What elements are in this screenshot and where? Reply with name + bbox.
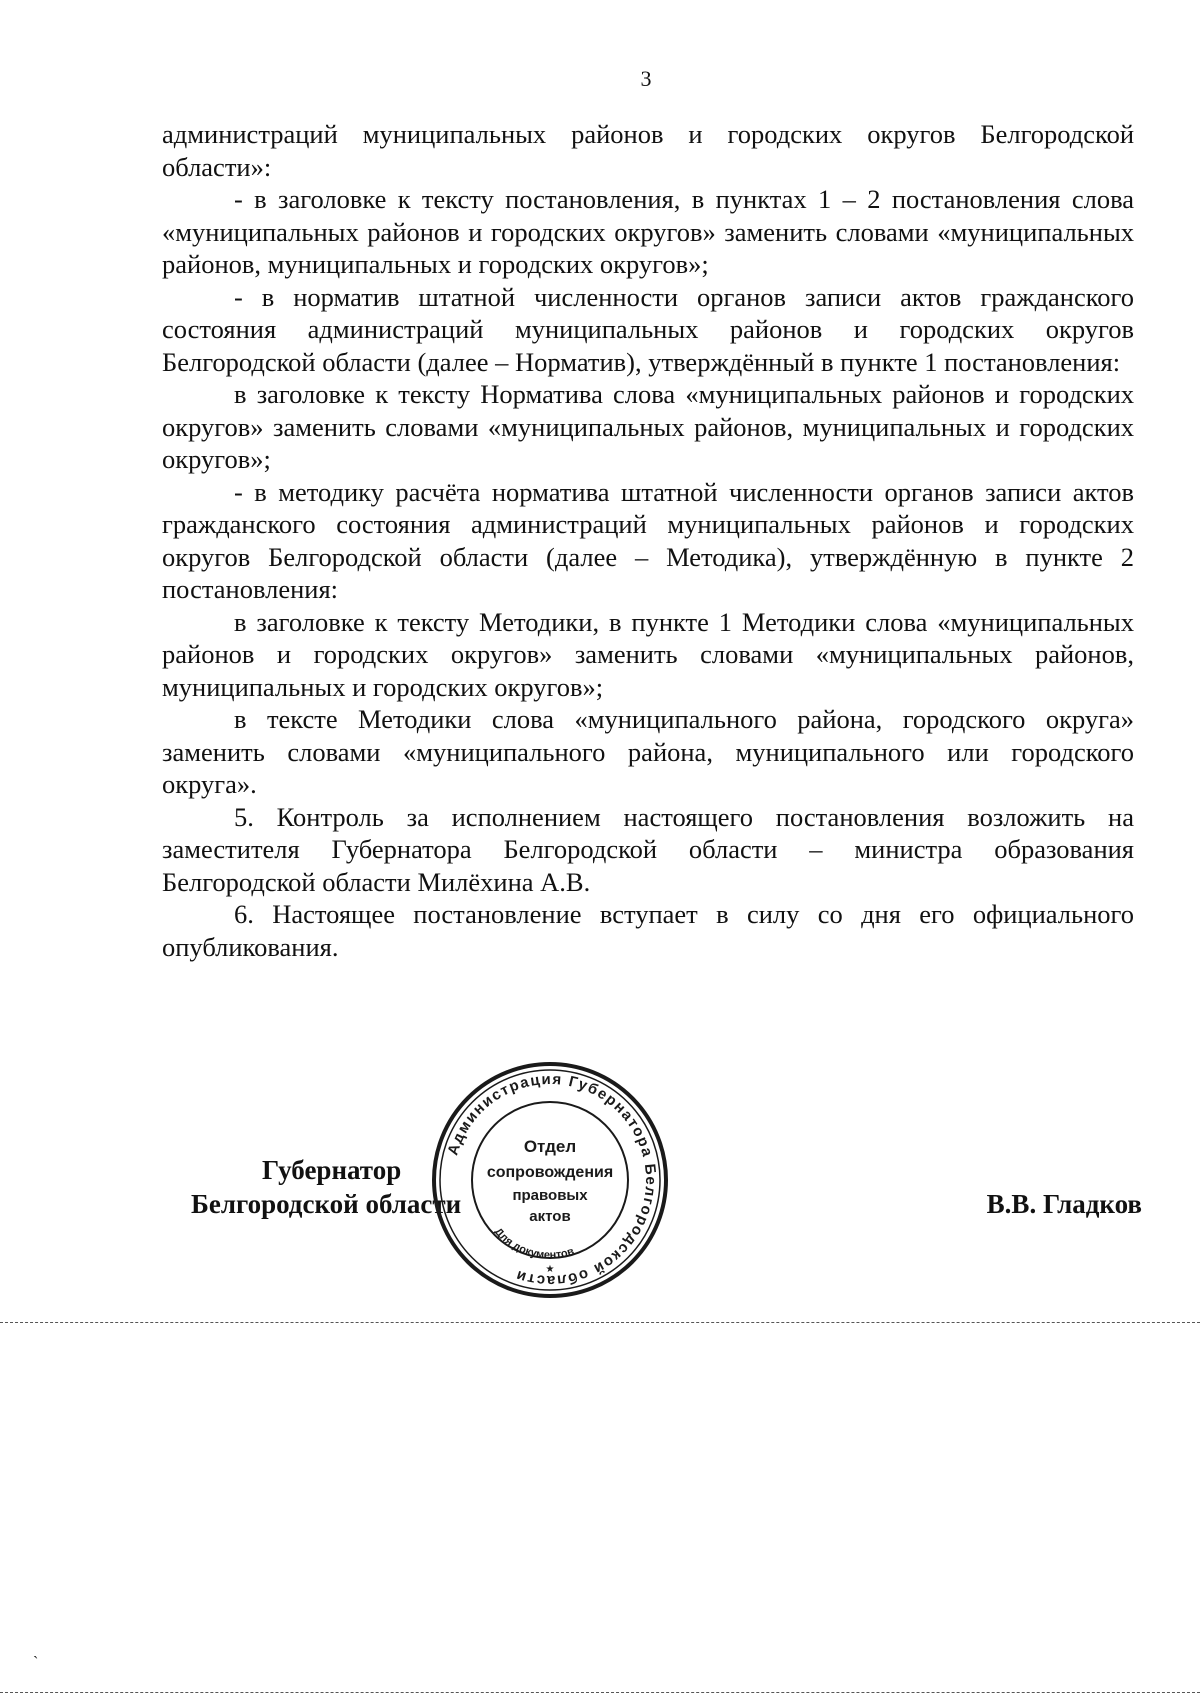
stamp-inner-line: актов (529, 1208, 571, 1225)
paragraph: в заголовке к тексту Методики, в пункте 1 Методики слова «муниципальных районов и городских округов» заменить словами «муниципальных районов, муниципальных и городских округов»; (162, 606, 1134, 702)
paragraph: администраций муниципальных районов и городских округов Белгородской области»: (162, 119, 1134, 182)
official-stamp (430, 1060, 670, 1300)
signatory-title: Губернатор (262, 1155, 402, 1185)
paragraph: - в заголовке к тексту постановления, в пунктах 1 – 2 постановления слова «муниципальных районов и городских округов» заменить словами «муниципальных районов, муниципальных и городских округов»; (162, 184, 1134, 279)
stamp-inner-line: сопровождения (486, 1164, 614, 1181)
stamp-inner-line: правовых (512, 1187, 588, 1204)
document-body (162, 118, 1134, 963)
paragraph: в заголовке к тексту Норматива слова «муниципальных районов и городских округов» заменить словами «муниципальных районов, муниципальных и городских округов»; (162, 379, 1134, 474)
paragraph: - в методику расчёта норматива штатной численности органов записи актов гражданского состояния администраций муниципальных районов и городских округов Белгородской области (далее – Методика), утверждённую в пункте 2 постановления: (162, 476, 1134, 604)
scan-mark: ` (33, 1654, 39, 1671)
page-bottom-border (0, 1692, 1200, 1693)
paragraph: 6. Настоящее постановление вступает в силу со дня его официального опубликования. (162, 899, 1134, 962)
paragraph: 5. Контроль за исполнением настоящего постановления возложить на заместителя Губернатора Белгородской области – министра образования Белгородской области Милёхина А.В. (162, 801, 1134, 897)
stamp-outer-text: Администрация Губернатора Белгородской области (444, 1070, 660, 1290)
paragraph: - в норматив штатной численности органов записи актов гражданского состояния администраций муниципальных районов и городских округов Белгородской области (далее – Норматив), утверждённый в пункте 1 постановления: (162, 281, 1134, 377)
paragraph: в тексте Методики слова «муниципального района, городского округа» заменить словами «муниципального района, муниципального или городского округа». (162, 704, 1134, 799)
stamp-bottom-text: Для документов (491, 1225, 576, 1262)
signatory-region: Белгородской области (191, 1189, 462, 1219)
star-icon: ★ (545, 1264, 555, 1275)
signatory-name: В.В. Гладков (986, 1189, 1142, 1219)
page-number: 3 (640, 66, 652, 91)
page-divider (0, 1322, 1200, 1323)
stamp-inner-line: Отдел (523, 1137, 577, 1156)
